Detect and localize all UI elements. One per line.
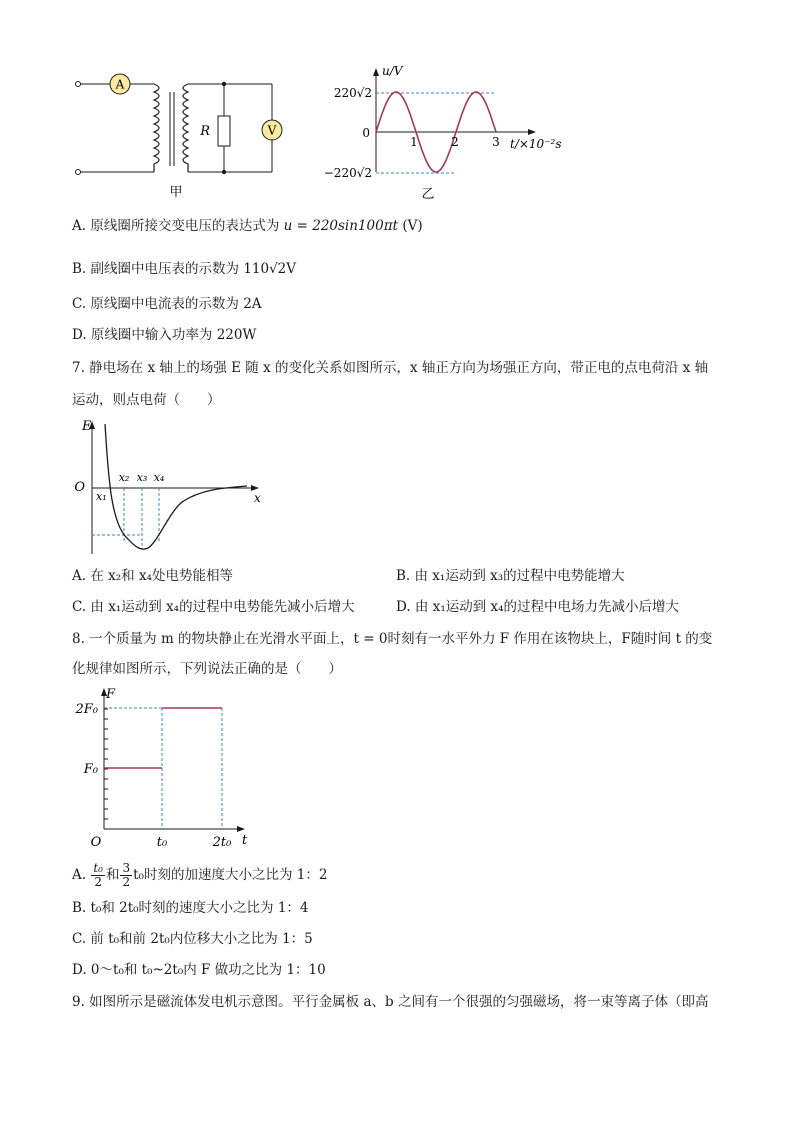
q8-option-a-prefix: A. — [72, 867, 87, 883]
q7-option-b: B. 由 x₁运动到 x₃的过程中电势能增大 — [396, 568, 625, 584]
q8-figure — [70, 684, 270, 854]
q6-option-a-unit: (V) — [402, 218, 423, 234]
x-tick-t0: t₀ — [156, 835, 168, 850]
q8-option-d: D. 0～t₀和 t₀~2t₀内 F 做功之比为 1：10 — [72, 962, 326, 978]
q6-option-a — [72, 216, 423, 236]
fraction-3-over-2 — [120, 862, 132, 889]
figure-yi-caption: 乙 — [421, 187, 435, 202]
y-max-label: 220√2 — [333, 86, 372, 100]
x1-label: x₁ — [96, 490, 107, 503]
e-axis-label: E — [82, 419, 92, 434]
fraction-t0-over-2 — [91, 862, 105, 889]
q6-option-a-text: A. 原线圈所接交变电压的表达式为 — [72, 218, 280, 234]
q6-option-d: D. 原线圈中输入功率为 220W — [72, 327, 257, 343]
fraction-numerator: 3 — [122, 861, 131, 875]
q6-option-a-math: u = 220sin100πt — [283, 218, 399, 234]
q6-option-b-text: B. 副线圈中电压表的示数为 — [72, 261, 240, 277]
origin-label: 0 — [362, 126, 370, 140]
figure-jia-circuit — [68, 68, 300, 200]
q7-option-a: A. 在 x₂和 x₄处电势能相等 — [72, 568, 233, 584]
origin-label: O — [90, 835, 102, 850]
q7-stem-line-2: 运动，则点电荷（ ） — [72, 392, 221, 408]
fraction-numerator: t₀ — [93, 861, 103, 875]
q7-option-c: C. 由 x₁运动到 x₄的过程中电势能先减小后增大 — [72, 599, 355, 615]
q8-option-a — [72, 862, 327, 889]
origin-label: O — [74, 480, 85, 495]
x-tick-3: 3 — [492, 135, 500, 149]
fraction-denominator: 2 — [94, 875, 102, 889]
x4-label: x₄ — [153, 471, 165, 484]
e-field-curve — [105, 424, 247, 549]
x3-label: x₃ — [136, 471, 148, 484]
x-tick-2t0: 2t₀ — [212, 835, 232, 850]
ammeter-label: A — [115, 77, 125, 92]
q8-option-a-and: 和 — [105, 867, 120, 883]
q6-option-b — [72, 259, 296, 279]
q7-figure — [70, 414, 270, 562]
y-axis-label: u/V — [382, 64, 403, 78]
q7-option-d: D. 由 x₁运动到 x₄的过程中电场力先减小后增大 — [396, 599, 680, 615]
y-tick-f0: F₀ — [83, 762, 98, 777]
voltmeter-label: V — [267, 123, 277, 138]
y-min-label: −220√2 — [323, 166, 372, 180]
q9-stem-line-1: 9. 如图所示是磁流体发电机示意图。平行金属板 a、b 之间有一个很强的匀强磁场，将一束等离子体（即高 — [72, 994, 709, 1010]
figure-jia-caption: 甲 — [169, 185, 183, 200]
q8-option-a-rest: t₀时刻的加速度大小之比为 1：2 — [133, 867, 328, 883]
x-axis-label: t/×10⁻²s — [510, 137, 562, 151]
resistor-label: R — [200, 124, 210, 139]
x-axis-label: x — [254, 491, 261, 505]
q6-option-b-math: 110√2V — [243, 261, 297, 277]
q7-stem-line-1: 7. 静电场在 x 轴上的场强 E 随 x 的变化关系如图所示，x 轴正方向为场强正方向，带正电的点电荷沿 x 轴 — [72, 360, 709, 376]
t-axis-label: t — [242, 833, 248, 848]
q8-option-c: C. 前 t₀和前 2t₀内位移大小之比为 1：5 — [72, 931, 313, 947]
f-axis-label: F — [106, 687, 116, 702]
q8-stem-line-1: 8. 一个质量为 m 的物块静止在光滑水平面上，t = 0时刻有一水平外力 F 作用在该物块上，F随时间 t 的变 — [72, 631, 713, 647]
x-tick-2: 2 — [451, 135, 459, 149]
y-tick-2f0: 2F₀ — [75, 702, 98, 717]
x2-label: x₂ — [118, 471, 130, 484]
q6-option-c: C. 原线圈中电流表的示数为 2A — [72, 296, 262, 312]
q8-option-b: B. t₀和 2t₀时刻的速度大小之比为 1：4 — [72, 900, 309, 916]
fraction-denominator: 2 — [122, 875, 131, 889]
q8-stem-line-2: 化规律如图所示，下列说法正确的是（ ） — [72, 661, 342, 677]
x-tick-1: 1 — [410, 135, 418, 149]
figure-yi-chart — [316, 60, 576, 206]
